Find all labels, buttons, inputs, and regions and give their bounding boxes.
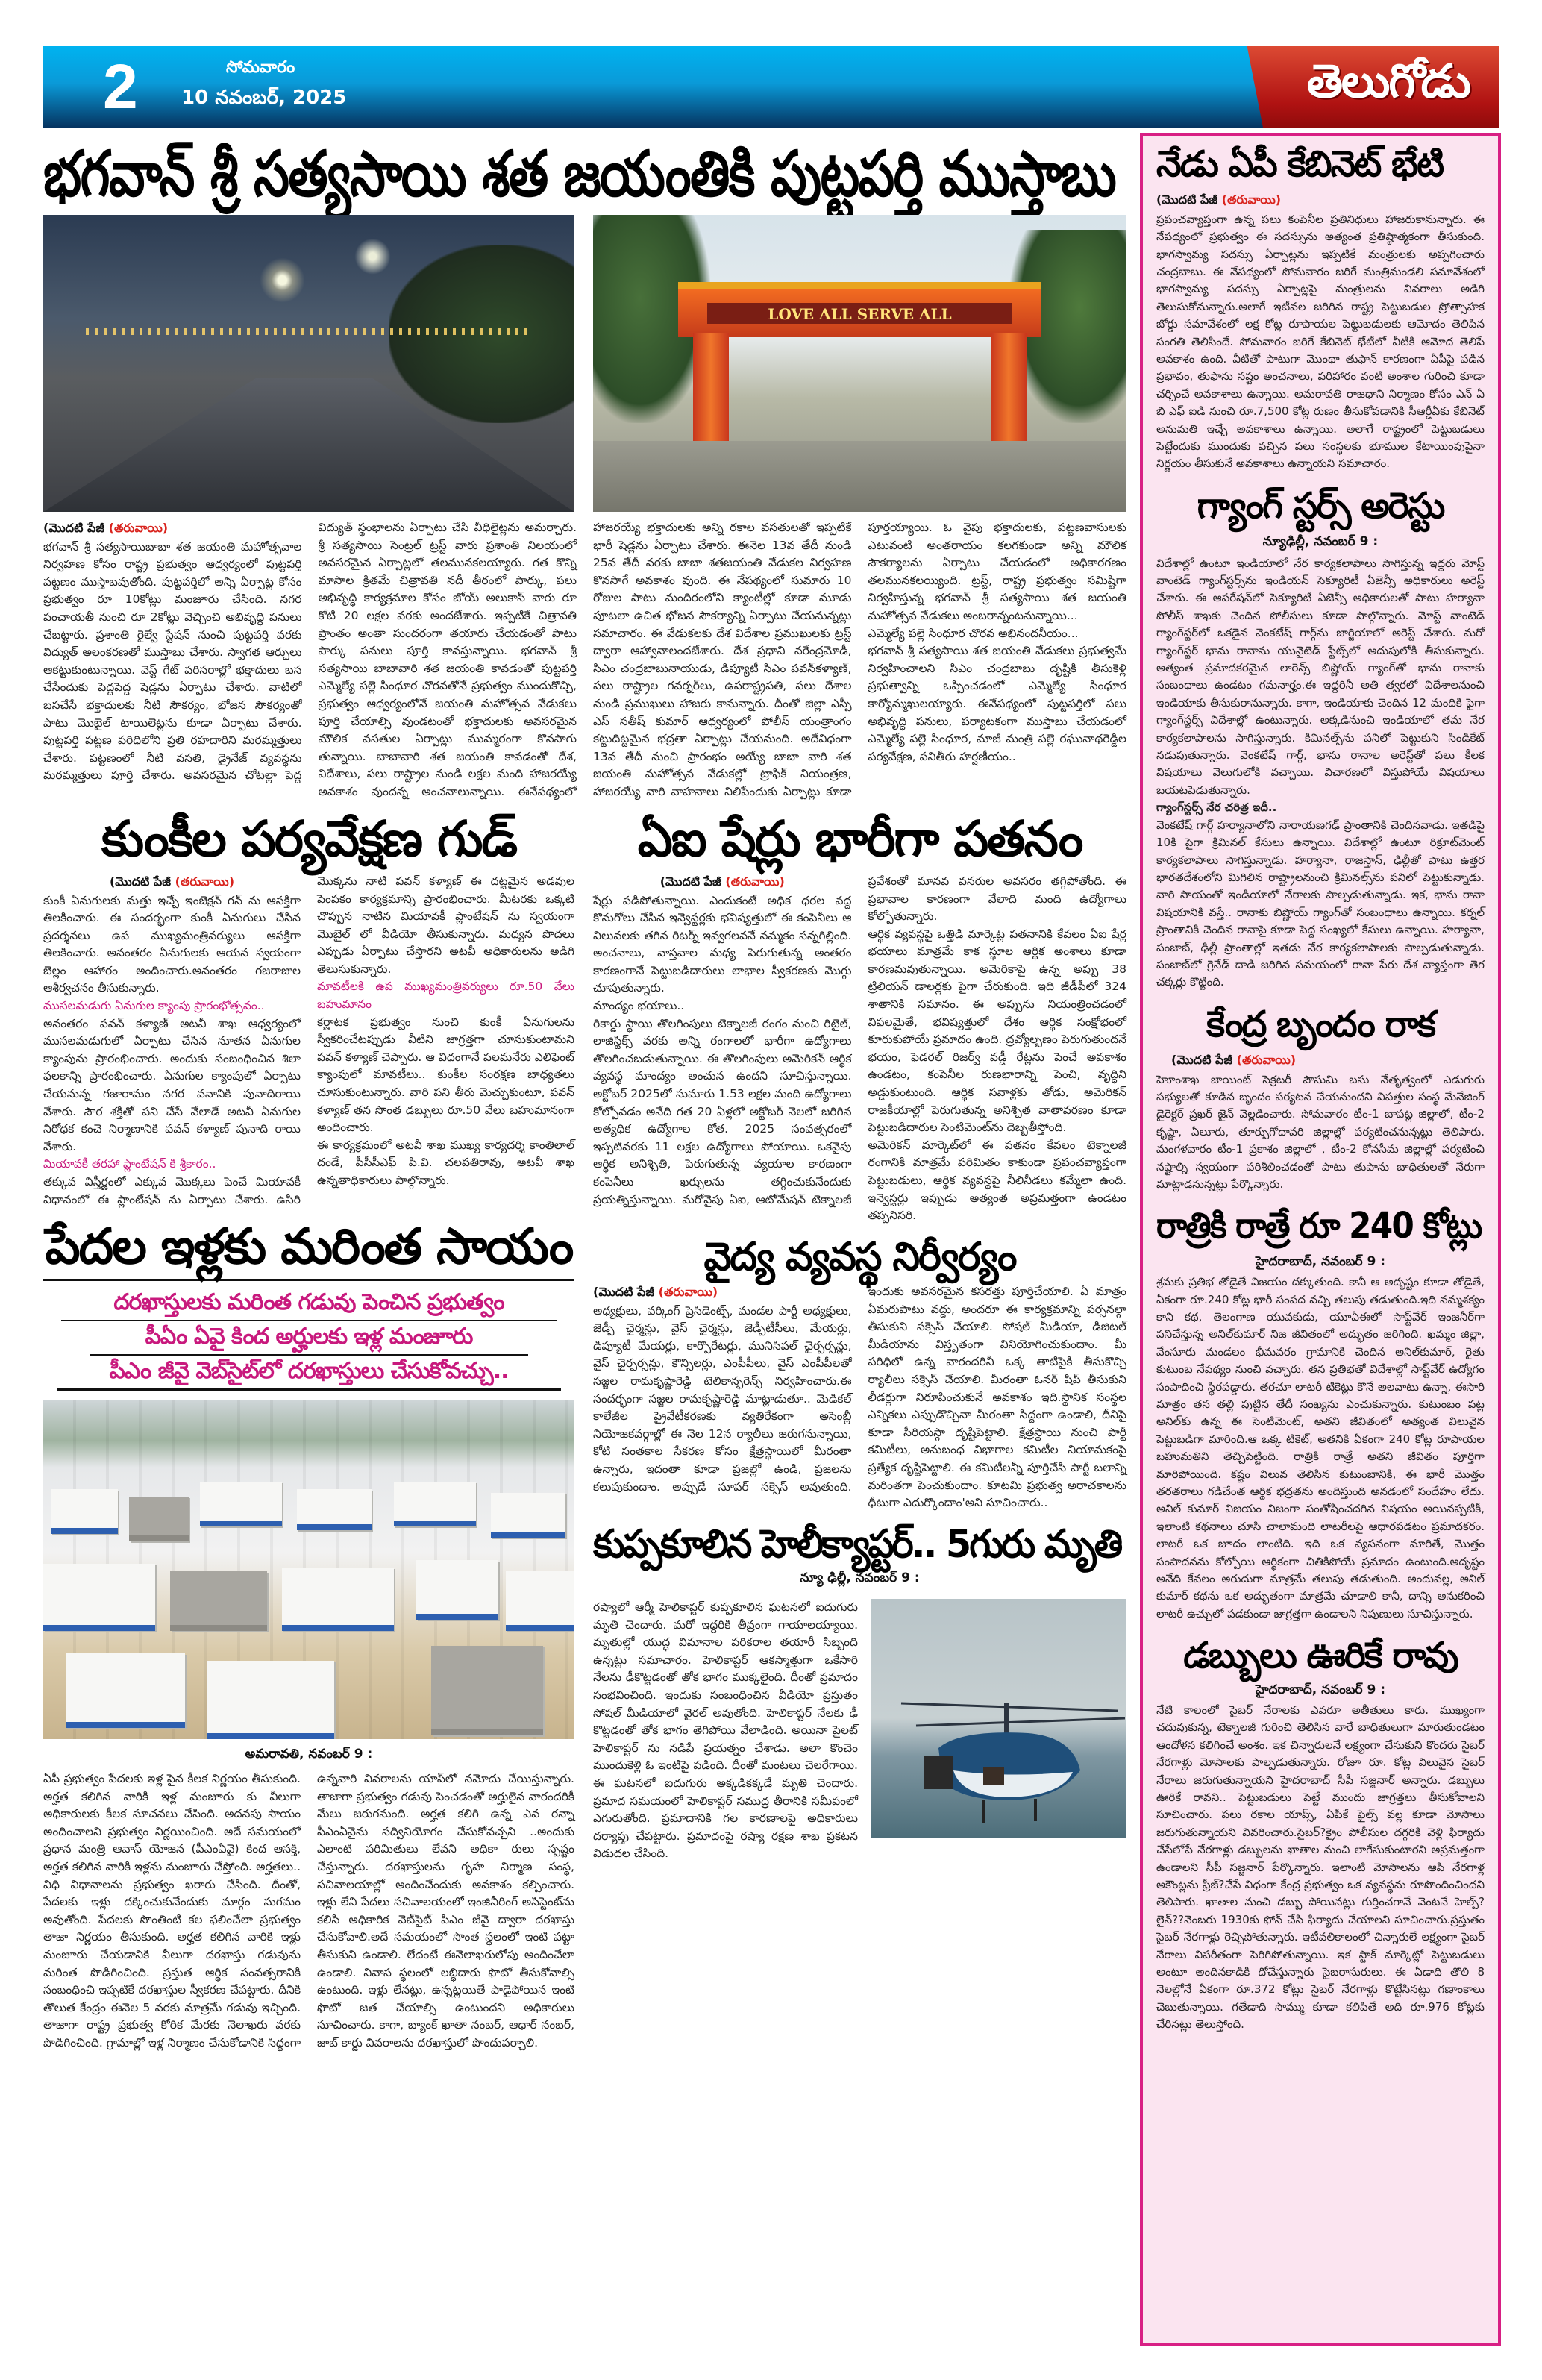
arch-pillar (991, 333, 1027, 440)
article-ai-shares (593, 873, 1126, 1225)
continued-prefix: (మొదటి పేజీ (1171, 1052, 1233, 1067)
article-paragraph: ఆర్థిక వ్యవస్థపై ఒత్తిడి మార్కెట్ల పతనానికి కేవలం ఏఐ షేర్ల భయాలు మాత్రమే కాక స్థూల ఆర్థిక అంశాలు కూడా కారణమవుతున్నాయి. అమెరికాపై ఉన్న అప్పు 38 ట్రిలియన్ డాలర్లకు పైగా చేరుకుంది. ఇది జీడీపీలో 324 శాతానికి సమానం. ఈ అప్పును నియంత్రించడంలో విఫలమైతే, భవిష్యత్తులో దేశం ఆర్థిక సంక్షోభంలో కూరుకుపోయే ప్రమాదం ఉంది. ద్రవ్యోల్బణం పెరుగుతుందనే భయం, ఫెడరల్ రిజర్వ్ వడ్డీ రేట్లను పెంచే అవకాశం ఉండటం, కంపెనీల రుణభారాన్ని పెంచి, వృద్ధిని అడ్డుకుంటుంది. ఆర్థిక సవాళ్లకు తోడు, అమెరికన్ రాజకీయాల్లో పెరుగుతున్న అనిశ్చిత వాతావరణం కూడా పెట్టుబడిదారుల సెంటిమెంట్‌ను దెబ్బతీస్తోంది. (868, 927, 1126, 1135)
photo-ground (593, 441, 1126, 513)
continued-label (593, 1283, 852, 1301)
article-paragraph: అమెరికన్ మార్కెట్‌లో ఈ పతనం కేవలం టెక్నాలజీ రంగానికి మాత్రమే పరిమితం కాకుండా ప్రపంచవ్యాప్తంగా పెట్టుబడులు, ఆర్థిక వ్యవస్థపై నీలినీడలు కమ్మేలా ఉంది. ఇన్వెస్టర్లు ఇప్పుడు అత్యంత అప్రమత్తంగా ఉండటం తప్పనిసరి. (868, 1138, 1126, 1223)
headline-houses: పేదల ఇళ్లకు మరింత సాయం (45, 1218, 573, 1276)
subhead-pmay: పీఏం ఏవై కింద అర్హులకు ఇళ్ల మంజూరు (145, 1324, 473, 1350)
continued-suffix: (తరువాయి) (725, 874, 785, 889)
article-subhead: ముసలమడుగు ఏనుగుల క్యాంపు ప్రారంభోత్సవం.. (43, 999, 265, 1013)
photo-house (506, 1571, 574, 1631)
article-kendra (1156, 1005, 1485, 1194)
article-paragraph: ఈ కార్యక్రమంలో అటవీ శాఖ ముఖ్య కార్యదర్శి కాంతిలాల్ దండే, పీసీసీఎఫ్ పి.వి. చలపతిరావు, అటవీ శాఖ ఉన్నతాధికారులు పాల్గొన్నారు. (317, 1138, 574, 1187)
article-paragraph: కర్ణాటక ప్రభుత్వం నుంచి కుంకీ ఏనుగులను స్వీకరించేటప్పుడు వీటిని జాగ్రత్తగా చూసుకుంటామని పవన్ కళ్యాణ్ చెప్పారు. ఆ విధంగానే పలమనేరు ఎలిఫెంట్ క్యాంపులో మావటీలు.. కుంకీల సంరక్షణ బాధ్యతలు చూసుకుంటున్నారు. వారి పని తీరు మెచ్చుకుంటూ, పవన్ కళ్యాణ్ తన సొంత డబ్బులు రూ.50 వేలు బహుమానంగా అందించారు. (317, 1015, 574, 1135)
divider (43, 1279, 574, 1281)
article-paragraph: శ్రమకు ప్రతిభ తోడైతే విజయం దక్కుతుంది. కానీ ఆ అదృష్టం కూడా తోడైతే, ఏకంగా రూ.240 కోట్ల భారీ సంపద వచ్చి తలుపు తడుతుంది.ఇది నమ్మశక్యం కాని కథ, తెలంగాణ యువకుడు, యూఏఈలో సాఫ్ట్‌వేర్ ఇంజనీర్‌గా పనిచేస్తున్న అనిల్‌కుమార్ నిజ జీవితంలో అద్భుతం జరిగింది. ఖమ్మం జిల్లా, వేంసూరు మండలం భీమవరం గ్రామానికి చెందిన అనిల్‌కుమార్, రైతు కుటుంబ నేపథ్యం నుంచి వచ్చారు. తన ప్రతిభతో విదేశాల్లో సాఫ్ట్‌వేర్ ఉద్యోగం సంపాదించి స్థిరపడ్డారు. తరచూ లాటరీ టికెట్లు కొనే అలవాటు ఉన్నా, ఈసారి మాత్రం తన తల్లి పుట్టిన తేదీ సంఖ్యను ఎంచుకున్నారు. కుటుంబం పట్ల అనిల్‌కు ఉన్న ఈ సెంటిమెంట్, అతని జీవితంలో అత్యంత విలువైన పెట్టుబడిగా మారింది.ఆ ఒక్క టికెట్, అతనికి ఏకంగా 240 కోట్ల రూపాయల బహుమతిని తెచ్చిపెట్టింది. రాత్రికి రాత్రే అతని జీవితం పూర్తిగా మారిపోయింది. కష్టం విలువ తెలిసిన కుటుంబానికి, ఈ భారీ మొత్తం తరతరాలు గడిచేంత ఆర్థిక భద్రతను అందిస్తుంది అనడంలో సందేహం లేదు. అనిల్ కుమార్ విజయం నిజంగా సంతోషించదగిన విషయం అయినప్పటికీ, ఇలాంటి కథనాలు చూసి చాలామంది లాటరీలపై ఆధారపడటం ప్రమాదకరం. లాటరీ ఒక జూదం లాంటిది. ఇది ఒక వ్యసనంగా మారితే, మొత్తం సంపాదనను కోల్పోయి ఆర్థికంగా చితికిపోయే ప్రమాదం ఉంటుంది.అదృష్టం అనేది కేవలం అరుదుగా మాత్రమే తలుపు తడుతుంది. అందువల్ల, అనిల్ కుమార్ కథను ఒక అద్భుతంగా మాత్రమే చూడాలి కానీ, దాన్ని అనుకరించి లాటరీ ఉచ్చులో పడకుండా జాగ్రత్తగా ఉండాలని నిపుణులు సూచిస్తున్నారు. (1156, 1275, 1485, 1620)
helicopter-illustration (871, 1599, 1126, 1838)
article-cyber (1156, 1636, 1485, 2033)
dateline-hyderabad: హైదరాబాద్, నవంబర్ 9 : (1255, 1254, 1386, 1270)
masthead (43, 46, 1499, 128)
continued-label (1156, 192, 1485, 210)
headline-cyber: డబ్బులు ఊరికే రావు (1183, 1635, 1458, 1677)
continued-suffix: (తరువాయి) (1221, 192, 1282, 207)
article-paragraph: భగవాన్ శ్రీ సత్యసాయి శత జయంతి వేడుకలు ప్రభుత్వమే నిర్వహించాలని సిఎం చంద్రబాబు దృష్టికి తీసుకెళ్లి ప్రభుత్వాన్ని ఒప్పించడంలో ఎమ్మెల్యే సింధూర కార్యోన్ముఖులయ్యారు. ఈనేపథ్యంలో పుట్టపర్తిలో పలు అభివృద్ధి పనులు, పర్యాటకంగా ముస్తాబు చేయడంలో ఎమ్మెల్యే పల్లె సింధూర, మాజీ మంత్రి పల్లె రఘునాథరెడ్డిల పర్యవేక్షణ, పనితీరు హర్షణీయం.. (868, 644, 1126, 763)
article-paragraph: రష్యాలో ఆర్మీ హెలికాప్టర్ కుప్పకూలిన ఘటనలో ఐదుగురు మృతి చెందారు. మరో ఇద్దరికి తీవ్రంగా గాయాలయ్యాయి. మృతుల్లో యుద్ధ విమానాల పరికరాల తయారీ సిబ్బంది ఉన్నట్లు సమాచారం. హెలికాప్టర్ ఆకస్మాత్తుగా ఒకేసారి నేలను ఢీకొట్టడంతో తోక భాగం ముక్కలైంది. దీంతో ప్రమాదం సంభవించింది. ఇందుకు సంబంధించిన వీడియో ప్రస్తుతం సోషల్ మీడియాలో వైరల్ అవుతోంది. హెలికాప్టర్ నేలకు ఢీ కొట్టడంతో తోక భాగం తెగిపోయి వేలాడింది. అయినా పైలట్ హెలికాప్టర్ ను నడిపే ప్రయత్నం చేశాడు. అలా కొంచెం ముందుకెళ్లి ఓ ఇంటిపై పడింది. దీంతో మంటలు చెలరేగాయి. ఈ ఘటనలో ఐదుగురు అక్కడికక్కడే మృతి చెందారు. ప్రమాద సమయంలో హెలికాప్టర్ సముద్ర తీరానికి సమీపంలో ఎగురుతోంది. ప్రమాదానికి గల కారణాలపై అధికారులు దర్యాప్తు చేపట్టారు. ప్రమాదంపై రష్యా రక్షణ శాఖ ప్రకటన విడుదల చేసింది. (593, 1600, 858, 1861)
photo-house (66, 1653, 185, 1728)
subhead-deadline: దరఖాస్తులకు మరింత గడువు పెంచిన ప్రభుత్వం (113, 1289, 504, 1316)
article-helicopter (593, 1599, 858, 1863)
continued-label (593, 873, 852, 891)
newspaper-logo: తెలుగోడు (1306, 54, 1470, 108)
headline-kendra: కేంద్ర బృందం రాక (1206, 1003, 1435, 1045)
article-subhead: గ్యాంగ్‌స్టర్స్ నేర చరిత్ర ఇదీ.. (1156, 801, 1277, 815)
article-vaidya (593, 1283, 1126, 1512)
photo-string-lights (86, 328, 532, 335)
article-subhead: మాంద్యం భయాలు.. (593, 999, 685, 1013)
article-paragraph: నేటి కాలంలో సైబర్ నేరాలకు ఎవరూ అతీతులు కారు. ముఖ్యంగా చదువుకున్న, టెక్నాలజీ గురించి తెలిసిన వారే బాధితులుగా మారుతుండటం ఆందోళన కలిగించే అంశం. ఇక చిన్నారులనే లక్ష్యంగా చేసుకుని కొందరు సైబర్ నేరగాళ్లు మోసాలకు పాల్పడుతున్నారు. రోజూ రూ. కోట్ల విలువైన సైబర్ నేరాలు జరుగుతున్నాయని హైదరాబాద్ సీపీ సజ్జనార్ అన్నారు. డబ్బులు ఊరికే రావని.. పెట్టుబడులు పెట్టే ముందు జాగ్రత్తలు తీసుకోవాలని సూచించారు. పలు రకాల యాప్స్, ఏపీకే ఫైల్స్ వల్ల కూడా మోసాలు జరుగుతున్నాయని వివరించారు.సైబర్?క్రైం పోలీసుల దగ్గరికి వెళ్లి ఫిర్యాదు చేసేలోపే నేరగాళ్లు డబ్బులను ఖాతాల నుంచి లాగేసుకుంటారని అప్రమత్తంగా ఉండాలని సీపీ సజ్జనార్ పేర్కొన్నారు. ఇలాంటి మోసాలను ఆపి నేరగాళ్ల అకౌంట్లను ఫ్రీజ్?చేసే విధంగా కేంద్ర ప్రభుత్వం ఒక వ్యవస్థను రూపొందించిందని తెలిపారు. ఖాతాల నుంచి డబ్బు పోయినట్లు గుర్తించగానే వెంటనే హెల్ప్?లైన్??నెంబరు 1930కు ఫోన్ చేసి ఫిర్యాదు చేయాలని సూచించారు.ప్రస్తుతం సైబర్ నేరగాళ్లు రెచ్చిపోతున్నారు. ఇటీవలికాలంలో చిన్నారులే లక్ష్యంగా సైబర్ నేరాలు విపరీతంగా పెరిగిపోతున్నాయి. ఇక స్టాక్ మార్కెట్లో పెట్టుబడులు అంటూ అందినకాడికి దోచేస్తున్నారు సైబరాసురులు. ఈ ఏడాది తొలి 8 నెలల్లోనే ఏకంగా రూ.372 కోట్లు సైబర్ నేరగాళ్లు కొట్టేసినట్లు గణాంకాలు చెబుతున్నాయి. గతేడాది సొమ్ము కూడా కలిపితే అది రూ.976 కోట్లకు చేరినట్లు తెలుస్తోంది. (1156, 1703, 1485, 2032)
headline-gangsters: గ్యాంగ్ స్టర్స్ అరెస్టు (1197, 484, 1444, 527)
headline-ai-shares: ఏఐ షేర్లు భారీగా పతనం (637, 810, 1082, 868)
article-paragraph: భగవాన్ శ్రీ సత్యసాయిబాబా శత జయంతి మహోత్సవాల నిర్వహణ కోసం రాష్ట్ర ప్రభుత్వం ఆధ్వర్యంలో పుట్టపర్తి పట్టణం ముస్తాబవుతోంది. పుట్టపర్తిలో అన్ని ఏర్పాట్ల కోసం ప్రభుత్వం రూ 10కోట్లు మంజూరు చేసింది. నగర పంచాయతీ నుంచి రూ 2కోట్లు వెచ్చించి అభివృద్ధి పనులు చేబట్టారు. ప్రశాంతి రైల్వే స్టేషన్ నుంచి పుట్టపర్తి వరకు విద్యుత్ అలంకరణతో ముస్తాబు చేశారు. స్వాగత ఆర్చులు ఆకట్టుకుంటున్నాయి. వెస్ట్ గేట్ పరిసరాల్లో భక్తాదులు బస చేసేందుకు పెద్దపెద్ద షెడ్లను ఏర్పాటు చేశారు. వాటిలో బసచేసే భక్తాదులకు నీటి సౌకర్యం, భోజన సౌకర్యంతో పాటు మొబైల్ టాయిలెట్లను కూడా ఏర్పాటు చేశారు. పుట్టపర్తి పట్టణ పరిధిలోని ప్రతి రహదారిని మరమ్మత్తులు చేశారు. పట్టణంలో నీటి వసతి, డ్రైనేజ్ వ్యవస్థను మరమ్మత్తులు పూర్తి చేశారు. అవసరమైన చోటల్లా పెద్ద విద్యుత్ స్థంభాలను ఏర్పాటు చేసి వీధిలైట్లను అమర్చారు. శ్రీ సత్యసాయి సెంట్రల్ ట్రస్ట్ వారు ప్రశాంతి నిలయంలో అవసరమైన ఏర్పాట్లలో తలమునకలయ్యారు. గత కొన్ని మాసాల క్రితమే చిత్రావతి నదీ తీరంలో పార్కు, పలు అభివృద్ధి కార్యక్రమాల కోసం జోయ్ అలుకాస్ వారు రూ కోటి 20 లక్షల వరకు అందజేశారు. ఇప్పటికే చిత్రావతి ప్రాంతం అంతా సుందరంగా తయారు చేయడంతో పాటు పార్కు పనులు పూర్తి కావస్తున్నాయి. భగవాన్ శ్రీ సత్యసాయి బాబావారి శత జయంతి కావడంతో పుట్టపర్తి ఎమ్మెల్యే పల్లె సింధూర చొరవతోనే ప్రభుత్వం ముందుకొచ్చి, ప్రభుత్వం ఆధ్వర్యంలోనే జయంతి మహోత్సవ వేడుకలు పూర్తి చేయాల్సి వుండటంతో భక్తాదులకు అవసరమైన మౌలిక వసతుల ఏర్పాట్లు ముమ్మరంగా కొనసాగు తున్నాయి. బాబావారి శత జయంతి కావడంతో దేశ, విదేశాలు, పలు రాష్ట్రాల నుండి లక్షల మంది హాజరయ్యే అవకాశం వుందన్న అంచనాలున్నాయి. ఈనేపథ్యంలో హాజరయ్యే భక్తాదులకు అన్ని రకాల వసతులతో ఇప్పటికే భారీ షెడ్లను ఏర్పాటు చేశారు. ఈనెల 13వ తేదీ నుండి 25వ తేదీ వరకు బాబా శతజయంతి వేడుకల నిర్వహణ కొనసాగే అవకాశం వుంది. ఈ నేపథ్యంలో సుమారు 10 రోజుల పాటు మందిరంలోని క్యాంటీల్లో కూడా మూడు పూటలా ఉచిత భోజన సౌకర్యాన్ని ఏర్పాటు చేయనున్నట్లు సమాచారం. ఈ వేడుకలకు దేశ విదేశాల ప్రముఖులకు ట్రస్ట్ ద్వారా ఆహ్వానాలందజేశారు. దేశ ప్రధాని నరేంద్రమోడీ, సిఎం చంద్రబాబునాయుడు, డిప్యూటీ సిఎం పవన్‌కళ్యాణ్, పలు రాష్ట్రాల గవర్నర్‌లు, ఉపరాష్ట్రపతి, పలు దేశాల నుండి ప్రముఖులు హాజరు కానున్నారు. దీంతో జిల్లా ఎస్పీ ఎస్ సతీష్ కుమార్ ఆధ్వర్యంలో పోలీస్ యంత్రాంగం కట్టుదిట్టమైన భద్రతా ఏర్పాట్లు చేయనుంది. అదేవిధంగా 13వ తేదీ నుంచి ప్రారంభం అయ్యే బాబా వారి శత జయంతి మహోత్సవ వేడుకల్లో ట్రాఫిక్ నియంత్రణ, హాజరయ్యే వారి వాహనాలు నిలిపేందుకు ఏర్పాట్లు కూడా పూర్తయ్యాయి. ఓ వైపు భక్తాదులకు, పట్టణవాసులకు ఎటువంటి అంతరాయం కలగకుండా అన్ని మౌలిక సౌకర్యాలను ఏర్పాటు చేయడంలో అధికారగణం తలమునకలయ్యింది. ట్రస్ట్, రాష్ట్ర ప్రభుత్వం సమిష్టిగా నిర్వహిస్తున్న భగవాన్ శ్రీ సత్యసాయి శత జయంతి మహోత్సవ వేడుకలు అంబరాన్నంటనున్నాయి... (43, 521, 1126, 798)
sidebar-box (1140, 133, 1501, 2346)
photo-house (200, 1482, 282, 1526)
page-number: 2 (103, 51, 138, 122)
article-subhead: మావటీలకి ఉప ముఖ్యమంత్రివర్యులు రూ.50 వేలు బహుమానం (317, 980, 574, 1012)
continued-label (1156, 1053, 1485, 1070)
dateline-hyderabad: హైదరాబాద్, నవంబర్ 9 : (1255, 1682, 1386, 1697)
masthead-date: 10 నవంబర్, 2025 (181, 87, 347, 109)
continued-prefix: (మొదటి పేజీ (109, 874, 172, 889)
helicopter-story-row (593, 1599, 1126, 1863)
photo-house (207, 1661, 334, 1739)
article-paragraph: విదేశాల్లో ఉంటూ ఇండియాలో నేర కార్యకలాపాలు సాగిస్తున్న ఇద్దరు మోస్ట్ వాంటెడ్ గ్యాంగ్‌స్టర్స్‌ను ఇండియన్ సెక్యూరిటీ ఏజెన్సీ అధికారులు అరెస్ట్ చేశారు. ఈ ఆపరేషన్‌లో సెక్యూరిటీ ఏజెన్సీ అధికారులతో పాటు హర్యానా పోలీస్ శాఖకు చెందిన పోలీసులు కూడా పాల్గొన్నారు. మోస్ట్ వాంటెడ్ గ్యాంగ్‌స్టర్‌లో ఒకడైన వెంకటేష్ గార్గ్‌ను జార్జియాలో అరెస్ట్ చేశారు. మరో గ్యాంగ్‌స్టర్ భాను రానాను యునైటెడ్ స్టేట్స్‌లో అదుపులోకి తీసుకున్నారు. అత్యంత ప్రమాదకరమైన లారెన్స్ బిష్ణోయ్ గ్యాంగ్‌తో భాను రానాకు సంబంధాలు ఉండటం గమనార్హం.ఈ ఇద్దరినీ అతి త్వరలో విదేశాలనుంచి ఇండియాకు తీసుకురానున్నారు. కాగా, ఇండియాకు చెందిన 12 మందికి పైగా గ్యాంగ్‌స్టర్స్ విదేశాల్లో ఉంటున్నారు. అక్కడినుంచి ఇండియాలో తమ నేర కార్యకలాపాలను సాగిస్తున్నారు. కిమినల్స్‌ను పనిలో పెట్టుకుని సిండికేట్ నడుపుతున్నారు. వెంకటేష్ గార్గ్, భాను రానాల అరెస్ట్‌తో పలు కీలక విషయాలు వెలుగులోకి వచ్చాయి. విచారణలో విస్తుపోయే విషయాలు బయటపెడుతున్నారు. (1156, 556, 1485, 797)
photo-house (416, 1560, 498, 1620)
headline-kunki: కుంకీల పర్యవేక్షణ గుడ్ (101, 810, 517, 868)
continued-suffix: (తరువాయి) (108, 521, 169, 536)
article-gangsters (1156, 486, 1485, 992)
article-paragraph: అనంతరం పవన్ కళ్యాణ్ అటవీ శాఖ ఆధ్వర్యంలో ముసలమడుగులో ఏర్పాటు చేసిన నూతన ఏనుగుల క్యాంపును ప్రారంభించారు. అందుకు సంబంధించిన శిలా ఫలకాన్ని ప్రారంభించారు. ఏనుగుల క్యాంపులో ఏర్పాటు చేయనున్న గజారామం నగర వనానికి పునాదిరాయి వేశారు. సౌర శక్తితో పని చేసే వేలాడే అటవీ ఏనుగుల నిరోధక కంచె నిర్మాణానికి పవన్ కళ్యాణ్ పునాది రాయి వేశారు. (43, 1016, 301, 1153)
article-kunki (43, 873, 574, 1209)
photo-puttaparthi-street (43, 215, 574, 512)
article-paragraph: షేర్లు పడిపోతున్నాయి. ఎందుకంటే అధిక ధరల వద్ద కొనుగోలు చేసిన ఇన్వెస్టర్లకు భవిష్యత్తులో ఈ కంపెనీలు ఆ విలువలకు తగిన రిటర్న్ ఇవ్వగలవనే నమ్మకం సన్నగిల్లింది. అంచనాలు, వాస్తవాల మధ్య పెరుగుతున్న అంతరం కారణంగానే పెట్టుబడిదారులు లాభాల స్వీకరణకు మొగ్గు చూపుతున్నారు. (593, 893, 852, 995)
headline-helicopter: కుప్పకూలిన హెలీక్యాప్టర్.. 5గురు మృతి (593, 1521, 1121, 1567)
continued-label (43, 873, 301, 891)
continued-suffix: (తరువాయి) (175, 874, 235, 889)
dateline-amaravati: అమరావతి, నవంబర్ 9 : (245, 1747, 373, 1762)
photo-house (43, 1564, 155, 1631)
masthead-day: సోమవారం (226, 58, 295, 77)
article-paragraph: తక్కువ విస్తీర్ణంలో ఎక్కువ మొక్కలు పెంచే మియావకీ విధానంలో ఈ ప్లాంటేషన్ ను ఏర్పాటు చేశారు. ఉసిరి మొక్కను నాటి పవన్ కళ్యాణ్ ఈ దట్టమైన అడవుల పెంపకం కార్యక్రమాన్ని ప్రారంభించారు. మీటరకు ఒక్కటి చొప్పున నాటిన మియావకీ ప్లాంటేషన్ ను స్వయంగా మొబైల్ లో వీడియో తీసుకున్నారు. మధ్యన పొదలు ఎప్పుడు ఏర్పాటు చేస్తారని అటవీ అధికారులను అడిగి తెలుసుకున్నారు. (43, 874, 574, 1206)
continued-prefix: (మొదటి పేజీ (1156, 192, 1218, 207)
continued-suffix: (తరువాయి) (1236, 1052, 1297, 1067)
continued-suffix: (తరువాయి) (658, 1285, 718, 1300)
article-cabinet (1156, 145, 1485, 473)
continued-prefix: (మొదటి పేజీ (659, 874, 721, 889)
right-column (593, 812, 1126, 1863)
top-story (43, 139, 1126, 801)
article-subhead: మియావకీ తరహా ప్లాంటేషన్ కి శ్రీకారం.. (43, 1157, 216, 1171)
article-paragraph: ప్రపంచవ్యాప్తంగా ఉన్న పలు కంపెనీల ప్రతినిధులు హాజరుకానున్నారు. ఈ నేపథ్యంలో ప్రభుత్వం ఈ సదస్సును అత్యంత ప్రతిష్ఠాత్మకంగా తీసుకుంది. భాగస్వామ్య సదస్సు ఏర్పాట్లను ఇప్పటికే మంత్రులకు అప్పగించారు చంద్రబాబు. ఈ నేపథ్యంలో సోమవారం జరిగే మంత్రిమండలి సమావేశంలో భాగస్వామ్య సదస్సు ఏర్పాట్లపై మంత్రులను వివరాలు అడిగి తెలుసుకోనున్నారు.అలాగే ఇటీవల జరిగిన రాష్ట్ర పెట్టుబడుల ప్రోత్సాహక బోర్డు సమావేశంలో లక్ష కోట్ల రూపాయల పెట్టుబడులకు ఆమోదం తెలిపిన సంగతి తెలిసిందే. సోమవారం జరిగే కేబినెట్ భేటీలో వీటికి ఆమోద తెలిపే అవకాశం ఉంది. వీటితో పాటుగా మొంథా తుఫాన్ కారణంగా ఏపీపై పడిన ప్రభావం, తుఫాను నష్టం అంచనాలు, పరిహారం వంటి అంశాల గురించి కూడా చర్చించే అవకాశాలు ఉన్నాయి. అమరావతి రాజధాని నిర్మాణం కోసం ఎన్ ఏ బి ఎఫ్ ఐడి నుంచి రూ.7,500 కోట్ల రుణం తీసుకోవడానికి సీఆర్డీఏకు కేబినెట్ అనుమతి ఇచ్చే అవకాశాలు ఉన్నాయి. అలాగే రాష్ట్రంలో పెట్టుబడులు పెట్టేందుకు ముందుకు వచ్చిన పలు సంస్థలకు భూముల కేటాయింపుపైనా నిర్ణయం తీసుకునే అవకాశాలు ఉన్నాయని సమాచారం. (1156, 212, 1485, 471)
article-paragraph: వెంకటేష్ గార్గ్ హర్యానాలోని నారాయణగఢ్ ప్రాంతానికి చెందినవాడు. ఇతడిపై 10కి పైగా క్రిమినల్ కేసులు ఉన్నాయి. విదేశాల్లో ఉంటూ రిక్రూట్‌మెంట్ కార్యకలాపాలు సాగిస్తున్నాడు. హర్యానా, రాజస్తాన్, ఢిల్లీతో పాటు ఉత్తర భారతదేశంలోని మిగిలిన రాష్ట్రాలనుంచి క్రిమినల్స్‌ను పనిలో పెట్టుకున్నాడు. వారి సాయంతో ఇండియాలో నేరాలకు పాల్పడుతున్నాడు. ఇక, భాను రానా విషయానికి వస్తే.. రానాకు బిష్ణోయ్ గ్యాంగ్‌తో సంబంధాలు ఉన్నాయి. కర్నల్ ప్రాంతానికి చెందిన రానాపై కూడా పెద్ద సంఖ్యలో కేసులు ఉన్నాయి. హర్యానా, పంజాబ్, ఢిల్లీ ప్రాంతాల్లో ఇతడు నేర కార్యకలాపాలకు పాల్పడుతున్నాడు. పంజాబ్‌లో గ్రెనేడ్ దాడి జరిగిన సమయంలో రానా పేరు దేశ వ్యాప్తంగా తెగ చక్కర్లు కొట్టింది. (1156, 818, 1485, 989)
left-column (43, 812, 574, 2052)
article-paragraph: రికార్డు స్థాయి తొలగింపులు టెక్నాలజీ రంగం నుంచి రిటైల్, లాజిస్టిక్స్ వరకు అన్ని రంగాలలో భారీగా ఉద్యోగాలు తొలగించబడుతున్నాయి. ఈ తొలగింపులు అమెరికన్ ఆర్థిక వ్యవస్థ మాంద్యం అంచున ఉందని సూచిస్తున్నాయి. అక్టోబర్ 2025లో సుమారు 1.53 లక్షల మంది ఉద్యోగాలు కోల్పోవడం అనేది గత 20 ఏళ్లలో అక్టోబర్ నెలలో జరిగిన అత్యధిక ఉద్యోగాల కోత. 2025 సంవత్సరంలో ఇప్పటివరకు 11 లక్షల ఉద్యోగాలు పోయాయి. ఒకవైపు ఆర్థిక అనిశ్చితి, పెరుగుతున్న వ్యయాల కారణంగా కంపెనీలు ఖర్చులను తగ్గించుకునేందుకు ప్రయత్నిస్తున్నాయి. మరోవైపు ఏఐ, ఆటోమేషన్ టెక్నాలజీ ప్రవేశంతో మానవ వనరుల అవసరం తగ్గిపోతోంది. ఈ ప్రభావాల కారణంగా వేలాది మంది ఉద్యోగాలు కోల్పోతున్నారు. (593, 874, 1126, 1206)
article-paragraph: ఏపీ ప్రభుత్వం పేదలకు ఇళ్ల పైన కీలక నిర్ణయం తీసుకుంది. అర్హత కలిగిన వారికి ఇళ్ల మంజూరు కు వీలుగా అధికారులకు కీలక సూచనలు చేసింది. అదనపు సాయం అందించాలని ప్రభుత్వం నిర్ణయించింది. అదే సమయంలో ప్రధాన మంత్రి ఆవాస్ యోజన (పీఎంఏవై) కింద ఆసక్తి, అర్హత కలిగిన వారికి ఇళ్లను మంజూరు చేస్తోంది. అర్హతలు.. విధి విధానాలను ప్రభుత్వం ఖరారు చేసింది. దీంతో, పేదలకు ఇళ్లు దక్కించుకునేందుకు మార్గం సుగమం అవుతోంది. పేదలకు సొంతింటి కల ఫలించేలా ప్రభుత్వం తాజా నిర్ణయం తీసుకుంది. అర్హత కలిగిన వారికి ఇళ్లు మంజూరు చేయడానికి వీలుగా దరఖాస్తు గడువును మరింత పొడిగించింది. ప్రస్తుత ఆర్థిక సంవత్సరానికి సంబంధించి ఇప్పటికే దరఖాస్తుల స్వీకరణ చేపట్టారు. దీనికి తొలుత కేంద్రం ఈనెల 5 వరకు మాత్రమే గడువు ఇచ్చింది. తాజాగా రాష్ట్ర ప్రభుత్వ కోరిక మేరకు నెలాఖరు వరకు పొడిగించింది. గ్రామాల్లో ఇళ్ల నిర్మాణం చేసుకోడానికి సిద్ధంగా ఉన్నవారి వివరాలను యాప్‌లో నమోదు చేయిస్తున్నారు. తాజాగా ప్రభుత్వం గడువు పెంచడంతో అర్హులైన వారందరికీ మేలు జరుగనుంది. అర్హత కలిగి ఉన్న ఎవ రన్నా పీఎంఏవైను సద్వినియోగం చేసుకోవచ్చని ..అందుకు ఎలాంటి పరిమితులు లేవని అధికా రులు స్పష్టం చేస్తున్నారు. దరఖాస్తులను గృహ నిర్మాణ సంస్థ, సచివాలయాల్లో అందించేందుకు అవకాశం కల్పించారు. ఇళ్లు లేని పేదలు సచివాలయంలో ఇంజినీరింగ్ అసిస్టెంట్‌ను కలిసి అధికారిక వెబ్‌సైట్ పిఎం జీవై ద్వారా దరఖాస్తు చేసుకోవాలి.అదే సమయంలో సొంత స్థలంలో ఇంటి పట్టా తీసుకుని ఉండాలి. లేదంటే ఈనెలాఖరులోపు అందించేలా ఉండాలి. నివాస స్థలంలో లబ్ధిదారు ఫొటో తీసుకోవాల్సి ఉంటుంది. ఇళ్లు లేనట్లు, ఉన్నట్లయితే పాడైపోయిన ఇంటి ఫొటో జత చేయాల్సి ఉంటుందని అధికారులు సూచించారు. కాగా, బ్యాంక్ ఖాతా నంబర్, ఆధార్ నంబర్, జాబ్ కార్డు వివరాలను దరఖాస్తులో పొందుపర్చాలి. (43, 1772, 574, 2049)
subhead-website: పీఎం జీవై వెబ్‌సైట్‌లో దరఖాస్తులు చేసుకోవచ్చు.. (109, 1358, 509, 1385)
headline-cabinet: నేడు ఏపీ కేబినెట్ భేటి (1156, 143, 1444, 185)
photos-row (43, 215, 1126, 512)
photo-house (129, 1497, 189, 1541)
article-paragraph: అధ్యక్షులు, వర్కింగ్ ప్రెసిడెంట్స్, మండల పార్టీ అధ్యక్షులు, జెడ్పీ ఛైర్మన్లు, వైస్ ఛైర్మన్లు, జెడ్పీటీసీలు, మేయర్లు, డిప్యూటీ మేయర్లు, కార్పొరేటర్లు, మునిసిపల్ ఛైర్పర్సన్లు, వైస్ ఛైర్పర్సన్లు, కౌన్సిలర్లు, ఎంపీపీలు, వైస్ ఎంపీపీలతో సజ్జల రామకృష్ణారెడ్డి టెలికాన్ఫరెన్స్ నిర్వహించారు.ఈ సందర్భంగా సజ్జల రామకృష్ణారెడ్డి మాట్లాడుతూ.. మెడికల్ కాలేజీల ప్రైవేటీకరణకు వ్యతిరేకంగా అసెంబ్లీ నియోజకవర్గాల్లో ఈ నెల 12న ర్యాలీలు జరుగనున్నాయి, కోటి సంతకాల సేకరణ కోసం క్షేత్రస్థాయిలో మీరంతా ఉన్నారు, ఇదంతా కూడా ప్రజల్లో ఉండి, ప్రజలను కలుపుకుందాం. అప్పుడే సూపర్ సక్సెస్ అవుతుంది. ఇందుకు అవసరమైన కసరత్తు పూర్తిచేయాలి. ఏ మాత్రం ఏమరుపాటు వద్దు, అందరూ ఈ కార్యక్రమాన్ని పర్సనల్గా తీసుకుని సక్సెస్ చేయాలి. సోషల్ మీడియా, డిజిటల్ మీడియాను విస్తృతంగా వినియోగించుకుందాం. మీ పరిధిలో ఉన్న వారందరినీ ఒక్క తాటిపైకి తీసుకొచ్చి ర్యాలీలు సక్సెస్ చేయాలి. మీరంతా ఓనర్ షిప్ తీసుకుని లీడర్లుగా నిరూపించుకునే అవకాశం ఇది.స్థానిక సంస్థల ఎన్నికలు ఎప్పుడొచ్చినా మీరంతా సిద్దంగా ఉండాలి, దీనిపై కూడా సీరియస్గా దృష్టిపెట్టాలి. క్షేత్రస్థాయి నుంచి పార్టీ కమిటీలు, అనుబంధ విభాగాల కమిటీల నియామకంపై ప్రత్యేక దృష్టిపెట్టాలి. ఈ కమిటీలన్నీ పూర్తిచేసి పార్టీ బలాన్ని మరింతగా పెంచుకుందాం. కూటమి ప్రభుత్వ అరాచకాలను ధీటుగా ఎదుర్కొందాం'అని సూచించారు.. (593, 1285, 1126, 1510)
photo-house (394, 1482, 476, 1526)
article-paragraph: హెూంశాఖ జాయింట్ సెక్రటరీ పౌసుమి బసు నేతృత్వంలో ఎడుగురు సభ్యులతో కూడిన బృందం పర్యటన చేయనుందని విపత్తుల సంస్థ మేనేజింగ్ డైరెక్టర్ ప్రఖర్ జైన్ వెల్లడించారు. సోమవారం టీం-1 బాపట్ల జిల్లాలో, టీం-2 కృష్ణా, ఏలూరు, తూర్పుగోదావరి జిల్లాల్లో పర్యటించనున్నట్లు తెలిపారు. మంగళవారం టీం-1 ప్రకాశం జిల్లాలో , టీం-2 కోనసీమ జిల్లాల్లో పర్యటించి నష్టాల్ని స్వయంగా పరిశీలించడంతో పాటు తుపాను బాధితులతో నేరుగా మాట్లాడనున్నట్లు పేర్కొన్నారు. (1156, 1072, 1485, 1191)
photo-housing-colony (43, 1400, 574, 1739)
headline-sathya-sai: భగవాన్ శ్రీ సత్యసాయి శత జయంతికి పుట్టపర్తి ముస్తాబు (43, 137, 1116, 210)
arch-sign: LOVE ALL SERVE ALL (707, 303, 1012, 324)
headline-vaidya: వైద్య వ్యవస్థ నిర్వీర్యం (703, 1234, 1016, 1280)
photo-house (282, 1568, 394, 1631)
photo-house (431, 1646, 543, 1735)
photo-house (491, 1493, 565, 1538)
article-subhead: ఎమ్మెల్యే పల్లె సింధూర చొరవ అభినందనీయం... (868, 626, 1079, 640)
continued-prefix: (మొదటి పేజీ (43, 521, 105, 536)
article-houses (43, 1770, 574, 2052)
arch (678, 269, 1041, 441)
photo-helicopter (871, 1599, 1126, 1838)
continued-label (43, 519, 302, 537)
article-paragraph: కుంకీ ఏనుగులకు మత్తు ఇచ్చే ఇంజెక్షన్ గన్ ను ఆసక్తిగా తిలకించారు. ఈ సందర్భంగా కుంకీ ఏనుగులు చేసిన ప్రదర్శనలు ఉప ముఖ్యమంత్రివర్యులు ఆసక్తిగా తిలకించారు. అనంతరం ఏనుగులకు ఆయన స్వయంగా బెల్లం ఆహారం అందించారు.అనంతరం గజరాజుల ఆశీర్వచనం తీసుకున్నారు. (43, 893, 301, 995)
arch-pillar (693, 333, 730, 440)
photo-welcome-arch (593, 215, 1126, 512)
photo-house (170, 1571, 267, 1631)
divider (57, 1388, 561, 1391)
photo-house (297, 1489, 372, 1530)
dateline-new-delhi: న్యూఢిల్లీ, నవంబర్ 9 : (1262, 533, 1379, 549)
headline-lottery: రాత్రికి రాత్రే రూ 240 కోట్లు (1156, 1205, 1482, 1247)
dateline-new-delhi: న్యూ ఢిల్లీ, నవంబర్ 9 : (800, 1570, 920, 1585)
continued-prefix: (మొదటి పేజీ (593, 1285, 655, 1300)
photo-house (51, 1489, 118, 1534)
article-lottery (1156, 1206, 1485, 1623)
article-sathya-sai (43, 519, 1126, 801)
